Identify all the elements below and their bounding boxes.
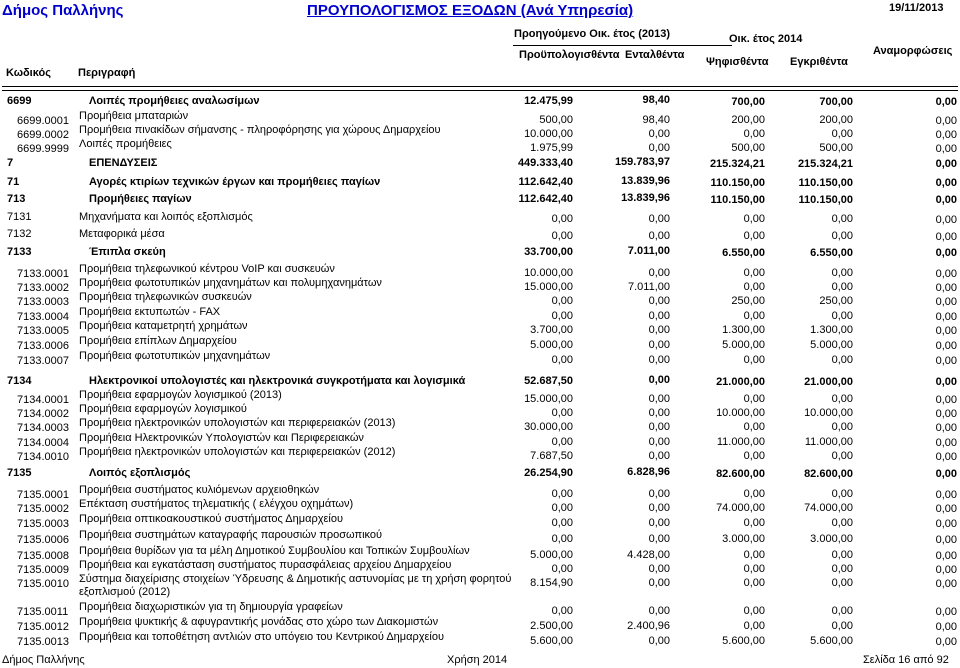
row-code: 7135.0002 — [17, 503, 69, 515]
row-code: 7134.0003 — [17, 422, 69, 434]
row-approved-value: 5.600,00 — [810, 635, 853, 647]
col-header-budgeted: Προϋπολογισθέντα — [519, 49, 620, 61]
row-code: 7133.0004 — [17, 311, 69, 323]
row-description: Προμήθεια μπαταριών — [79, 110, 189, 122]
row-voted-value: 250,00 — [731, 295, 765, 307]
row-budgeted-value: 0,00 — [551, 407, 573, 419]
row-budgeted-value: 3.700,00 — [530, 324, 573, 336]
table-row — [0, 335, 960, 352]
row-revisions-value: 0,00 — [935, 158, 957, 170]
row-committed-value: 0,00 — [648, 605, 670, 617]
footer-municipality: Δήμος Παλλήνης — [2, 654, 85, 666]
row-revisions-value: 0,00 — [935, 468, 957, 480]
row-description: Μεταφορικά μέσα — [79, 228, 165, 240]
row-approved-value: 0,00 — [831, 563, 853, 575]
table-row — [0, 529, 960, 546]
row-budgeted-value: 10.000,00 — [524, 128, 573, 140]
table-row — [0, 446, 960, 463]
row-budgeted-value: 33.700,00 — [524, 246, 573, 258]
row-voted-value: 0,00 — [743, 421, 765, 433]
row-approved-value: 0,00 — [831, 393, 853, 405]
previous-year-label: Προηγούμενο Οικ. έτος (2013) — [514, 28, 670, 40]
row-revisions-value: 0,00 — [935, 564, 957, 576]
row-revisions-value: 0,00 — [935, 489, 957, 501]
row-committed-value: 0,00 — [648, 267, 670, 279]
row-budgeted-value: 5.000,00 — [530, 339, 573, 351]
row-approved-value: 5.000,00 — [810, 339, 853, 351]
row-budgeted-value: 0,00 — [551, 605, 573, 617]
table-row — [0, 498, 960, 515]
row-approved-value: 0,00 — [831, 213, 853, 225]
row-description: Προμήθεια Ηλεκτρονικών Υπολογιστών και Περιφερειακών — [79, 432, 364, 444]
table-row — [0, 263, 960, 280]
row-budgeted-value: 1.975,99 — [530, 142, 573, 154]
row-budgeted-value: 52.687,50 — [524, 375, 573, 387]
row-budgeted-value: 26.254,90 — [524, 467, 573, 479]
row-revisions-value: 0,00 — [935, 194, 957, 206]
row-committed-value: 0,00 — [648, 230, 670, 242]
row-approved-value: 0,00 — [831, 517, 853, 529]
row-voted-value: 215.324,21 — [709, 158, 765, 170]
row-code: 7131 — [7, 211, 32, 223]
row-budgeted-value: 12.475,99 — [524, 95, 573, 107]
row-description: Λοιπός εξοπλισμός — [89, 467, 191, 479]
row-committed-value: 2.400,96 — [627, 620, 670, 632]
table-row — [0, 110, 960, 127]
row-description: Προμήθεια και εγκατάσταση συστήματος πυρασφάλειας αρχείου Δημαρχείου — [79, 559, 452, 571]
table-row — [0, 417, 960, 434]
report-title: ΠΡΟΥΠΟΛΟΓΙΣΜΟΣ ΕΞΟΔΩΝ (Ανά Υπηρεσία) — [307, 2, 634, 19]
table-row — [0, 484, 960, 501]
row-voted-value: 0,00 — [743, 310, 765, 322]
row-description: Επέκταση συστήματος τηλεματικής ( ελέγχου οχημάτων) — [79, 498, 354, 510]
row-voted-value: 0,00 — [743, 517, 765, 529]
row-committed-value: 0,00 — [648, 310, 670, 322]
row-revisions-value: 0,00 — [935, 268, 957, 280]
row-approved-value: 82.600,00 — [804, 468, 853, 480]
row-revisions-value: 0,00 — [935, 282, 957, 294]
row-description: Λοιπές προμήθειες αναλωσίμων — [89, 95, 260, 107]
row-budgeted-value: 0,00 — [551, 488, 573, 500]
table-row — [0, 193, 960, 206]
row-code: 7133 — [7, 246, 32, 258]
row-budgeted-value: 30.000,00 — [524, 421, 573, 433]
row-budgeted-value: 0,00 — [551, 310, 573, 322]
row-description: Προμήθεια επίπλων Δημαρχείου — [79, 335, 237, 347]
row-budgeted-value: 0,00 — [551, 436, 573, 448]
row-voted-value: 5.000,00 — [722, 339, 765, 351]
row-committed-value: 98,40 — [642, 114, 670, 126]
row-committed-value: 0,00 — [648, 421, 670, 433]
row-revisions-value: 0,00 — [935, 355, 957, 367]
row-revisions-value: 0,00 — [935, 247, 957, 259]
row-code: 7134.0010 — [17, 451, 69, 463]
row-voted-value: 110.150,00 — [710, 177, 765, 189]
row-voted-value: 21.000,00 — [716, 376, 765, 388]
table-row — [0, 389, 960, 406]
row-code: 6699.0001 — [17, 115, 69, 127]
row-code: 7134 — [7, 375, 32, 387]
row-committed-value: 0,00 — [648, 128, 670, 140]
row-committed-value: 0,00 — [648, 635, 670, 647]
row-code: 7135.0003 — [17, 518, 69, 530]
row-code: 7132 — [7, 228, 32, 240]
row-code: 7133.0002 — [17, 282, 69, 294]
row-code: 7135.0011 — [17, 606, 69, 618]
row-budgeted-value: 5.000,00 — [530, 549, 573, 561]
row-approved-value: 0,00 — [831, 620, 853, 632]
row-description: Προμήθεια πινακίδων σήμανσης - πληροφόρησης για χώρους Δημαρχείου — [79, 124, 441, 136]
row-description: Προμήθεια εκτυπωτών - FAX — [79, 306, 221, 318]
row-budgeted-value: 0,00 — [551, 230, 573, 242]
row-approved-value: 110.150,00 — [798, 194, 853, 206]
row-approved-value: 500,00 — [819, 142, 853, 154]
row-code: 7133.0007 — [17, 355, 69, 367]
table-row — [0, 545, 960, 562]
row-voted-value: 0,00 — [743, 563, 765, 575]
row-revisions-value: 0,00 — [935, 422, 957, 434]
table-row — [0, 157, 960, 170]
table-row — [0, 306, 960, 323]
row-voted-value: 500,00 — [731, 142, 765, 154]
row-voted-value: 0,00 — [743, 577, 765, 589]
row-voted-value: 700,00 — [731, 96, 765, 108]
row-voted-value: 200,00 — [731, 114, 765, 126]
row-approved-value: 0,00 — [831, 354, 853, 366]
row-voted-value: 0,00 — [743, 549, 765, 561]
row-committed-value: 0,00 — [648, 295, 670, 307]
row-code: 7133.0005 — [17, 325, 69, 337]
row-code: 6699.9999 — [17, 143, 69, 155]
report-date: 19/11/2013 — [889, 2, 944, 14]
row-committed-value: 0,00 — [648, 563, 670, 575]
table-row — [0, 320, 960, 337]
row-code: 7135.0001 — [17, 489, 69, 501]
row-budgeted-value: 8.154,90 — [530, 577, 573, 589]
row-revisions-value: 0,00 — [935, 550, 957, 562]
table-row — [0, 467, 960, 480]
row-approved-value: 0,00 — [831, 450, 853, 462]
row-description: Λοιπές προμήθειες — [79, 138, 172, 150]
row-voted-value: 74.000,00 — [716, 502, 765, 514]
row-revisions-value: 0,00 — [935, 408, 957, 420]
previous-year-underline — [513, 45, 732, 46]
row-description: Προμήθεια ηλεκτρονικών υπολογιστών και περιφερειακών (2013) — [79, 417, 396, 429]
row-voted-value: 0,00 — [743, 488, 765, 500]
row-voted-value: 3.000,00 — [722, 533, 765, 545]
table-row — [0, 631, 960, 648]
row-code: 7135.0012 — [17, 621, 69, 633]
row-description: Ηλεκτρονικοί υπολογιστές και ηλεκτρονικά συγκροτήματα και λογισμικά — [89, 375, 466, 387]
table-row — [0, 575, 960, 599]
row-approved-value: 11.000,00 — [804, 436, 853, 448]
col-header-committed: Ενταλθέντα — [625, 49, 685, 61]
col-header-code: Κωδικός — [6, 67, 51, 79]
row-revisions-value: 0,00 — [935, 115, 957, 127]
row-committed-value: 0,00 — [648, 354, 670, 366]
table-row — [0, 616, 960, 633]
row-committed-value: 0,00 — [648, 142, 670, 154]
row-revisions-value: 0,00 — [935, 518, 957, 530]
row-code: 7133.0003 — [17, 296, 69, 308]
table-row — [0, 211, 960, 225]
row-code: 6699.0002 — [17, 129, 69, 141]
row-approved-value: 3.000,00 — [810, 533, 853, 545]
row-voted-value: 5.600,00 — [722, 635, 765, 647]
row-code: 7134.0004 — [17, 437, 69, 449]
header-rule-top — [2, 86, 958, 87]
row-description: Προμήθεια καταμετρητή χρημάτων — [79, 320, 248, 332]
row-revisions-value: 0,00 — [935, 214, 957, 226]
row-approved-value: 215.324,21 — [797, 158, 853, 170]
row-code: 7 — [7, 157, 14, 169]
table-row — [0, 432, 960, 449]
row-revisions-value: 0,00 — [935, 534, 957, 546]
row-description: Προμήθεια τηλεφωνικού κέντρου VoIP και συσκευών — [79, 263, 335, 275]
row-approved-value: 0,00 — [831, 577, 853, 589]
table-row — [0, 124, 960, 141]
row-voted-value: 1.300,00 — [722, 324, 765, 336]
row-budgeted-value: 0,00 — [551, 354, 573, 366]
row-voted-value: 0,00 — [743, 128, 765, 140]
row-budgeted-value: 0,00 — [551, 213, 573, 225]
row-committed-value: 0,00 — [648, 502, 670, 514]
table-row — [0, 350, 960, 367]
table-row — [0, 176, 960, 189]
row-voted-value: 0,00 — [743, 354, 765, 366]
row-committed-value: 0,00 — [648, 324, 670, 336]
row-committed-value: 7.011,00 — [627, 281, 670, 293]
row-budgeted-value: 0,00 — [551, 295, 573, 307]
row-budgeted-value: 112.642,40 — [518, 193, 573, 205]
row-code: 7135.0010 — [17, 578, 69, 590]
row-approved-value: 74.000,00 — [804, 502, 853, 514]
row-approved-value: 0,00 — [831, 310, 853, 322]
row-committed-value: 6.828,96 — [627, 466, 670, 478]
row-approved-value: 21.000,00 — [804, 376, 853, 388]
row-description: Προμήθειες παγίων — [89, 193, 192, 205]
row-description: Έπιπλα σκεύη — [89, 246, 166, 258]
row-description: Σύστημα διαχείρισης στοιχείων Ύδρευσης & Δημοτικής αστυνομίας με τη χρήση φορητού — [79, 573, 512, 585]
row-budgeted-value: 112.642,40 — [518, 176, 573, 188]
row-code: 7133.0001 — [17, 268, 69, 280]
row-committed-value: 13.839,96 — [621, 192, 670, 204]
table-row — [0, 375, 960, 388]
row-description: Προμήθεια εφαρμογών λογισμικού — [79, 403, 247, 415]
municipality-title: Δήμος Παλλήνης — [2, 2, 124, 19]
row-approved-value: 700,00 — [819, 96, 853, 108]
table-row — [0, 277, 960, 294]
row-description: Προμήθεια ηλεκτρονικών υπολογιστών και περιφερειακών (2012) — [79, 446, 396, 458]
row-approved-value: 0,00 — [831, 128, 853, 140]
row-revisions-value: 0,00 — [935, 451, 957, 463]
row-voted-value: 0,00 — [743, 393, 765, 405]
row-revisions-value: 0,00 — [935, 231, 957, 243]
row-voted-value: 10.000,00 — [716, 407, 765, 419]
table-row — [0, 95, 960, 107]
header-rule-bottom — [2, 90, 958, 91]
row-description: Προμήθεια ψυκτικής & αφυγραντικής μονάδας στο χώρο των Διακομιστών — [79, 616, 439, 628]
row-description: Προμήθεια θυρίδων για τα μέλη Δημοτικού Συμβουλίου και Τοπικών Συμβουλίων — [79, 545, 470, 557]
row-approved-value: 200,00 — [819, 114, 853, 126]
row-revisions-value: 0,00 — [935, 311, 957, 323]
row-revisions-value: 0,00 — [935, 578, 957, 590]
row-revisions-value: 0,00 — [935, 96, 957, 108]
row-code: 7135.0008 — [17, 550, 69, 562]
row-code: 7135 — [7, 467, 32, 479]
row-committed-value: 0,00 — [648, 450, 670, 462]
table-row — [0, 601, 960, 618]
row-budgeted-value: 500,00 — [539, 114, 573, 126]
row-revisions-value: 0,00 — [935, 437, 957, 449]
row-committed-value: 0,00 — [648, 488, 670, 500]
row-voted-value: 0,00 — [743, 620, 765, 632]
row-voted-value: 0,00 — [743, 230, 765, 242]
row-approved-value: 0,00 — [831, 267, 853, 279]
row-committed-value: 0,00 — [648, 533, 670, 545]
row-revisions-value: 0,00 — [935, 503, 957, 515]
row-description: Μηχανήματα και λοιπός εξοπλισμός — [79, 211, 253, 223]
row-committed-value: 13.839,96 — [621, 175, 670, 187]
row-description: Αγορές κτιρίων τεχνικών έργων και προμήθειες παγίων — [89, 176, 381, 188]
row-revisions-value: 0,00 — [935, 376, 957, 388]
row-voted-value: 0,00 — [743, 213, 765, 225]
row-description: Προμήθεια εφαρμογών λογισμικού (2013) — [79, 389, 282, 401]
footer-page-number: Σελίδα 16 από 92 — [863, 654, 949, 666]
row-budgeted-value: 0,00 — [551, 517, 573, 529]
row-committed-value: 4.428,00 — [627, 549, 670, 561]
row-code: 713 — [7, 193, 26, 205]
row-budgeted-value: 0,00 — [551, 563, 573, 575]
row-description: Προμήθεια συστημάτων καταγραφής παρουσιών προσωπικού — [79, 529, 383, 541]
row-revisions-value: 0,00 — [935, 621, 957, 633]
table-row — [0, 513, 960, 530]
row-voted-value: 110.150,00 — [710, 194, 765, 206]
row-approved-value: 0,00 — [831, 421, 853, 433]
table-row — [0, 291, 960, 308]
row-voted-value: 82.600,00 — [716, 468, 765, 480]
row-approved-value: 10.000,00 — [804, 407, 853, 419]
row-code: 6699 — [7, 95, 32, 107]
row-description: Προμήθεια φωτοτυπικών μηχανημάτων — [79, 350, 271, 362]
row-description: Προμήθεια τηλεφωνικών συσκευών — [79, 291, 252, 303]
row-revisions-value: 0,00 — [935, 296, 957, 308]
row-revisions-value: 0,00 — [935, 325, 957, 337]
row-revisions-value: 0,00 — [935, 394, 957, 406]
col-header-approved: Εγκριθέντα — [790, 56, 848, 68]
row-revisions-value: 0,00 — [935, 340, 957, 352]
row-code: 7135.0006 — [17, 534, 69, 546]
col-header-revisions: Αναμορφώσεις — [873, 45, 953, 57]
row-committed-value: 0,00 — [648, 374, 670, 386]
row-voted-value: 0,00 — [743, 605, 765, 617]
row-budgeted-value: 15.000,00 — [524, 281, 573, 293]
row-revisions-value: 0,00 — [935, 636, 957, 648]
row-approved-value: 0,00 — [831, 549, 853, 561]
row-description: Προμήθεια οπτικοακουστικού συστήματος Δημαρχείου — [79, 513, 343, 525]
row-voted-value: 0,00 — [743, 450, 765, 462]
row-approved-value: 6.550,00 — [810, 247, 853, 259]
row-description: Προμήθεια διαχωριστικών για τη δημιουργία γραφείων — [79, 601, 343, 613]
col-header-description: Περιγραφή — [78, 67, 136, 79]
row-description-line2: εξοπλισμού (2012) — [79, 586, 171, 598]
table-row — [0, 228, 960, 242]
row-committed-value: 0,00 — [648, 393, 670, 405]
row-approved-value: 0,00 — [831, 605, 853, 617]
row-budgeted-value: 0,00 — [551, 533, 573, 545]
row-approved-value: 0,00 — [831, 281, 853, 293]
table-row — [0, 246, 960, 259]
row-voted-value: 6.550,00 — [722, 247, 765, 259]
row-budgeted-value: 2.500,00 — [530, 620, 573, 632]
row-committed-value: 159.783,97 — [614, 156, 670, 168]
row-committed-value: 0,00 — [648, 339, 670, 351]
row-budgeted-value: 0,00 — [551, 502, 573, 514]
col-header-voted: Ψηφισθέντα — [706, 56, 769, 68]
table-row — [0, 403, 960, 420]
row-approved-value: 110.150,00 — [798, 177, 853, 189]
row-code: 7134.0002 — [17, 408, 69, 420]
row-approved-value: 0,00 — [831, 488, 853, 500]
row-revisions-value: 0,00 — [935, 129, 957, 141]
row-committed-value: 0,00 — [648, 436, 670, 448]
row-description: Προμήθεια συστήματος κυλιόμενων αρχειοθηκών — [79, 484, 320, 496]
table-row — [0, 559, 960, 576]
row-committed-value: 0,00 — [648, 213, 670, 225]
row-revisions-value: 0,00 — [935, 606, 957, 618]
row-committed-value: 0,00 — [648, 577, 670, 589]
row-description: ΕΠΕΝΔΥΣΕΙΣ — [89, 157, 158, 169]
row-description: Προμήθεια φωτοτυπικών μηχανημάτων και πολυμηχανημάτων — [79, 277, 382, 289]
row-voted-value: 0,00 — [743, 267, 765, 279]
row-code: 7133.0006 — [17, 340, 69, 352]
row-budgeted-value: 10.000,00 — [524, 267, 573, 279]
footer-usage-year: Χρήση 2014 — [447, 654, 508, 666]
row-code: 71 — [7, 176, 20, 188]
row-description: Προμήθεια και τοποθέτηση αντλιών στο υπόγειο του Κεντρικού Δημαρχείου — [79, 631, 445, 643]
row-budgeted-value: 15.000,00 — [524, 393, 573, 405]
row-voted-value: 11.000,00 — [716, 436, 765, 448]
row-code: 7135.0013 — [17, 636, 69, 648]
row-approved-value: 0,00 — [831, 230, 853, 242]
row-committed-value: 0,00 — [648, 517, 670, 529]
row-budgeted-value: 7.687,50 — [530, 450, 573, 462]
row-voted-value: 0,00 — [743, 281, 765, 293]
row-code: 7134.0001 — [17, 394, 69, 406]
row-approved-value: 250,00 — [819, 295, 853, 307]
current-year-label: Οικ. έτος 2014 — [729, 33, 803, 45]
row-code: 7135.0009 — [17, 564, 69, 576]
row-approved-value: 1.300,00 — [810, 324, 853, 336]
row-revisions-value: 0,00 — [935, 177, 957, 189]
row-committed-value: 0,00 — [648, 407, 670, 419]
table-row — [0, 138, 960, 155]
row-budgeted-value: 5.600,00 — [530, 635, 573, 647]
row-committed-value: 98,40 — [642, 94, 670, 106]
row-budgeted-value: 449.333,40 — [517, 157, 573, 169]
row-revisions-value: 0,00 — [935, 143, 957, 155]
row-committed-value: 7.011,00 — [627, 245, 670, 257]
